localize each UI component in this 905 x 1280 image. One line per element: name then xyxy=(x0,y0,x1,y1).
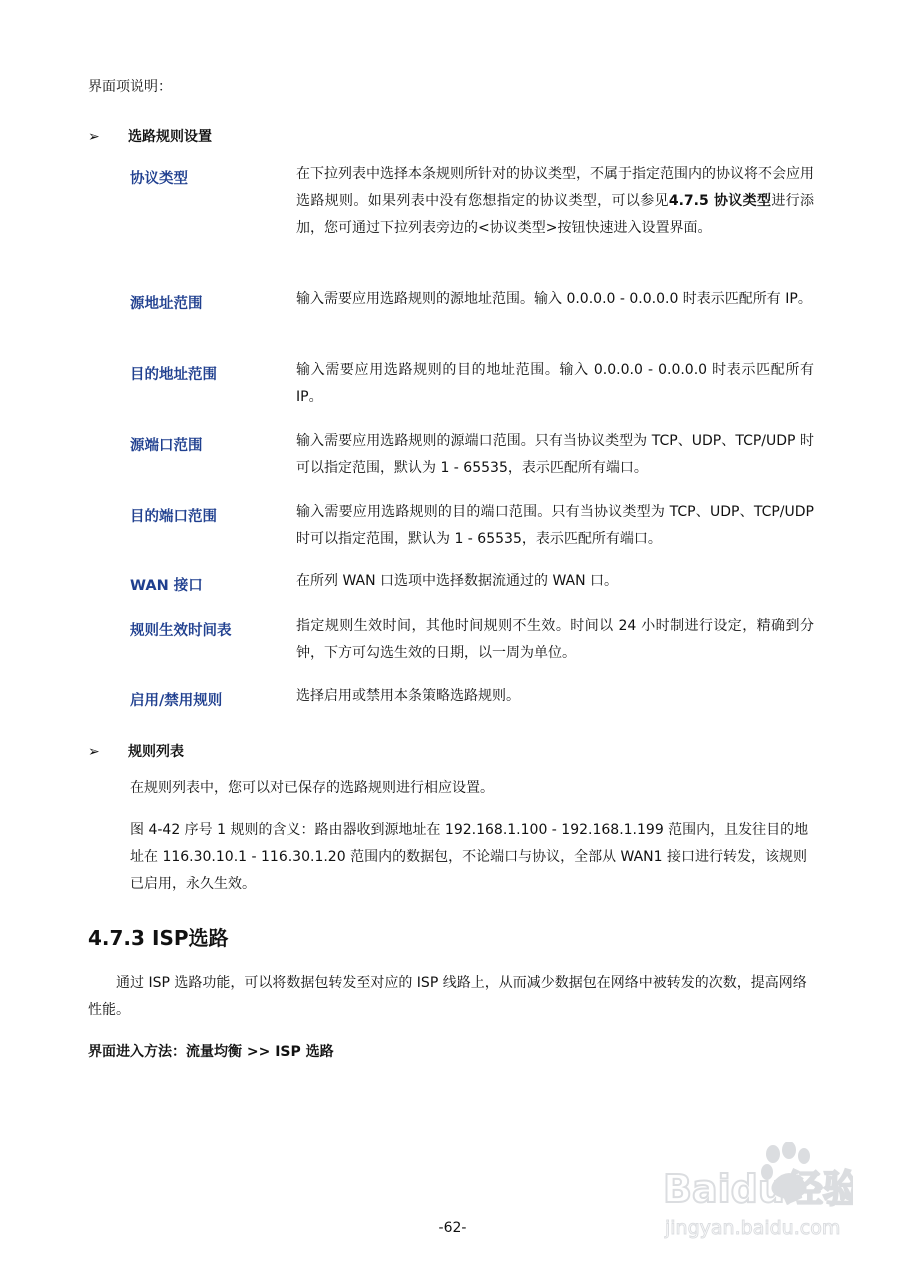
term-source-port-range: 源端口范围 xyxy=(130,438,203,454)
term-dest-address-range: 目的地址范围 xyxy=(130,367,217,383)
nav-path: 界面进入方法：流量均衡 >> ISP 选路 xyxy=(88,1044,334,1060)
desc-rule-schedule: 指定规则生效时间，其他时间规则不生效。时间以 24 小时制进行设定，精确到分钟，下方可勾选生效的日期，以一周为单位。 xyxy=(296,618,814,661)
desc-dest-port-range: 输入需要应用选路规则的目的端口范围。只有当协议类型为 TCP、UDP、TCP/UDP 时可以指定范围，默认为 1 - 65535，表示匹配所有端口。 xyxy=(296,504,814,547)
heading-number: 4.7.3 xyxy=(88,926,145,950)
desc-dest-address-range: 输入需要应用选路规则的目的地址范围。输入 0.0.0.0 - 0.0.0.0 时表示匹配所有 IP。 xyxy=(296,362,814,405)
bullet-arrow-icon: ➢ xyxy=(88,744,100,760)
watermark-url: jingyan.baidu.com xyxy=(665,1217,841,1239)
rule-list-paragraph: 在规则列表中，您可以对已保存的选路规则进行相应设置。 xyxy=(130,780,494,796)
desc-protocol-type: 在下拉列表中选择本条规则所针对的协议类型，不属于指定范围内的协议将不会应用选路规则。如果列表中没有您想指定的协议类型，可以参见4.7.5 协议类型进行添加，您可通过下拉列表旁边的<协议类型>按钮快速进入设置界面。 xyxy=(296,166,815,236)
watermark-brand: Baidu经验 xyxy=(663,1167,853,1211)
rule-example-paragraph: 图 4-42 序号 1 规则的含义：路由器收到源地址在 192.168.1.100 - 192.168.1.199 范围内，且发往目的地址在 116.30.10.1 - 116.30.1.20 范围内的数据包，不论端口与协议，全部从 WAN1 接口进行转发，该规则已启用，永久生效。 xyxy=(130,822,809,892)
intro-label: 界面项说明： xyxy=(88,79,172,95)
term-source-address-range: 源地址范围 xyxy=(130,296,203,312)
desc-source-port-range: 输入需要应用选路规则的源端口范围。只有当协议类型为 TCP、UDP、TCP/UDP 时可以指定范围，默认为 1 - 65535，表示匹配所有端口。 xyxy=(296,433,814,476)
desc-source-address-range: 输入需要应用选路规则的源地址范围。输入 0.0.0.0 - 0.0.0.0 时表示匹配所有 IP。 xyxy=(296,291,812,307)
isp-intro-paragraph: 通过 ISP 选路功能，可以将数据包转发至对应的 ISP 线路上，从而减少数据包在网络中被转发的次数，提高网络性能。 xyxy=(88,975,807,1018)
section-head-rule-list xyxy=(88,741,184,761)
section-head-routing-rules xyxy=(88,126,212,146)
term-dest-port-range: 目的端口范围 xyxy=(130,509,217,525)
term-rule-schedule: 规则生效时间表 xyxy=(130,623,232,639)
desc-enable-disable-rule: 选择启用或禁用本条策略选路规则。 xyxy=(296,688,520,704)
section-title: 规则列表 xyxy=(128,744,184,760)
section-heading xyxy=(88,922,229,951)
term-enable-disable-rule: 启用/禁用规则 xyxy=(130,693,223,709)
term-wan-interface: WAN 接口 xyxy=(130,578,203,594)
bullet-arrow-icon: ➢ xyxy=(88,129,100,145)
term-protocol-type: 协议类型 xyxy=(130,171,188,187)
desc-wan-interface: 在所列 WAN 口选项中选择数据流通过的 WAN 口。 xyxy=(296,573,619,589)
page-number: -62- xyxy=(438,1220,467,1236)
heading-title: ISP选路 xyxy=(152,926,229,950)
section-title: 选路规则设置 xyxy=(128,129,212,145)
